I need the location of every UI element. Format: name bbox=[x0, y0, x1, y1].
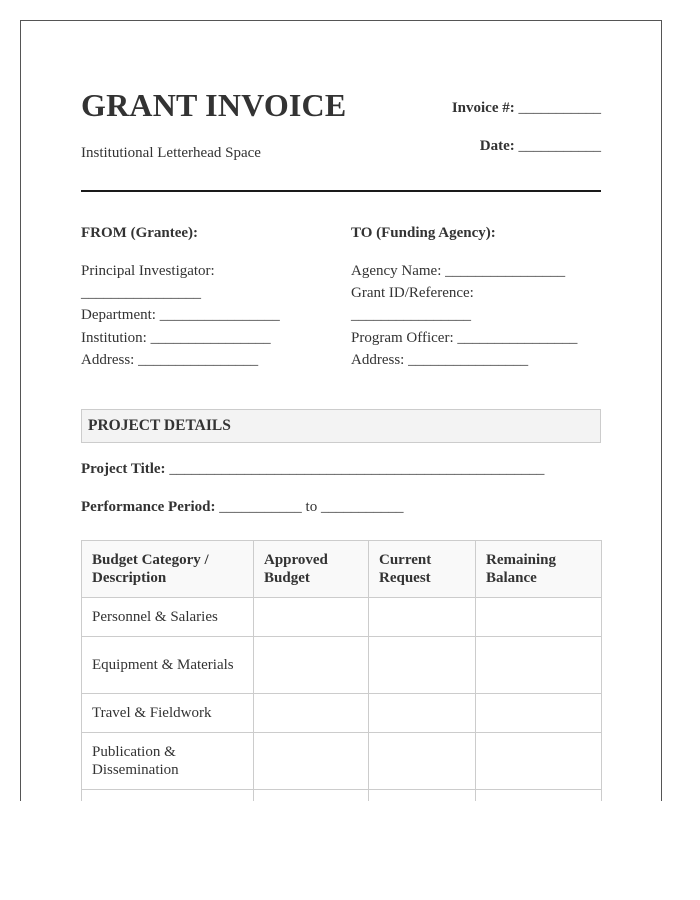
table-row bbox=[82, 733, 602, 790]
to-address-field[interactable]: Address: ________________ bbox=[351, 352, 529, 368]
table-row bbox=[82, 694, 602, 733]
approved-budget-cell[interactable] bbox=[254, 733, 369, 790]
agency-name-field[interactable]: Agency Name: ________________ bbox=[351, 263, 566, 279]
budget-category-cell bbox=[82, 790, 254, 802]
institution-field[interactable]: Institution: ________________ bbox=[81, 330, 271, 346]
project-title-field[interactable] bbox=[81, 461, 544, 478]
project-title-label: Project Title: bbox=[81, 461, 166, 477]
approved-budget-cell[interactable] bbox=[254, 694, 369, 733]
remaining-balance-cell[interactable] bbox=[476, 694, 602, 733]
letterhead-placeholder: Institutional Letterhead Space bbox=[81, 145, 261, 161]
invoice-date-label: Date: bbox=[479, 138, 515, 154]
from-heading: FROM (Grantee): bbox=[81, 225, 199, 241]
to-heading: TO (Funding Agency): bbox=[351, 225, 496, 241]
program-officer-field[interactable]: Program Officer: ________________ bbox=[351, 330, 578, 346]
invoice-page bbox=[20, 20, 662, 801]
budget-table-header-row bbox=[82, 541, 602, 598]
department-field[interactable]: Department: ________________ bbox=[81, 307, 280, 323]
approved-budget-cell[interactable] bbox=[254, 598, 369, 637]
invoice-number-field[interactable] bbox=[452, 100, 601, 117]
header-current-request: Current Request bbox=[369, 541, 476, 598]
invoice-number-blank[interactable]: ___________ bbox=[518, 100, 601, 116]
project-title-blank[interactable]: __________________________________________________ bbox=[169, 461, 545, 477]
budget-category-cell: Equipment & Materials bbox=[82, 637, 254, 694]
table-row bbox=[82, 790, 602, 802]
pi-label: Principal Investigator: bbox=[81, 263, 215, 279]
header-approved-budget: Approved Budget bbox=[254, 541, 369, 598]
approved-budget-cell[interactable] bbox=[254, 637, 369, 694]
remaining-balance-cell[interactable] bbox=[476, 637, 602, 694]
invoice-date-blank[interactable]: ___________ bbox=[518, 138, 601, 154]
invoice-number-label: Invoice #: bbox=[451, 100, 515, 116]
period-end-blank[interactable]: ___________ bbox=[320, 499, 404, 515]
grant-id-blank[interactable]: ________________ bbox=[351, 307, 471, 323]
performance-period-label: Performance Period: bbox=[81, 499, 216, 515]
period-to-text: to bbox=[305, 499, 318, 515]
header-budget-category: Budget Category / Description bbox=[82, 541, 254, 598]
project-details-section-header bbox=[81, 409, 601, 443]
remaining-balance-cell[interactable] bbox=[476, 733, 602, 790]
invoice-date-field[interactable] bbox=[480, 138, 601, 155]
budget-table bbox=[81, 540, 602, 801]
current-request-cell[interactable] bbox=[369, 694, 476, 733]
remaining-balance-cell[interactable] bbox=[476, 790, 602, 802]
remaining-balance-cell[interactable] bbox=[476, 598, 602, 637]
header-divider bbox=[81, 190, 601, 192]
pi-blank[interactable]: ________________ bbox=[81, 285, 201, 301]
from-address-field[interactable]: Address: ________________ bbox=[81, 352, 259, 368]
period-start-blank[interactable]: ___________ bbox=[219, 499, 302, 515]
table-row bbox=[82, 598, 602, 637]
current-request-cell[interactable] bbox=[369, 790, 476, 802]
project-details-heading: PROJECT DETAILS bbox=[88, 417, 231, 434]
budget-category-cell: Personnel & Salaries bbox=[82, 598, 254, 637]
budget-category-cell: Travel & Fieldwork bbox=[82, 694, 254, 733]
invoice-title: GRANT INVOICE bbox=[81, 87, 347, 123]
current-request-cell[interactable] bbox=[369, 733, 476, 790]
current-request-cell[interactable] bbox=[369, 598, 476, 637]
current-request-cell[interactable] bbox=[369, 637, 476, 694]
performance-period-field[interactable] bbox=[81, 499, 403, 516]
table-row bbox=[82, 637, 602, 694]
approved-budget-cell[interactable] bbox=[254, 790, 369, 802]
header-remaining-balance: Remaining Balance bbox=[476, 541, 602, 598]
grant-id-label: Grant ID/Reference: bbox=[351, 285, 474, 301]
budget-category-cell: Publication & Dissemination bbox=[82, 733, 254, 790]
